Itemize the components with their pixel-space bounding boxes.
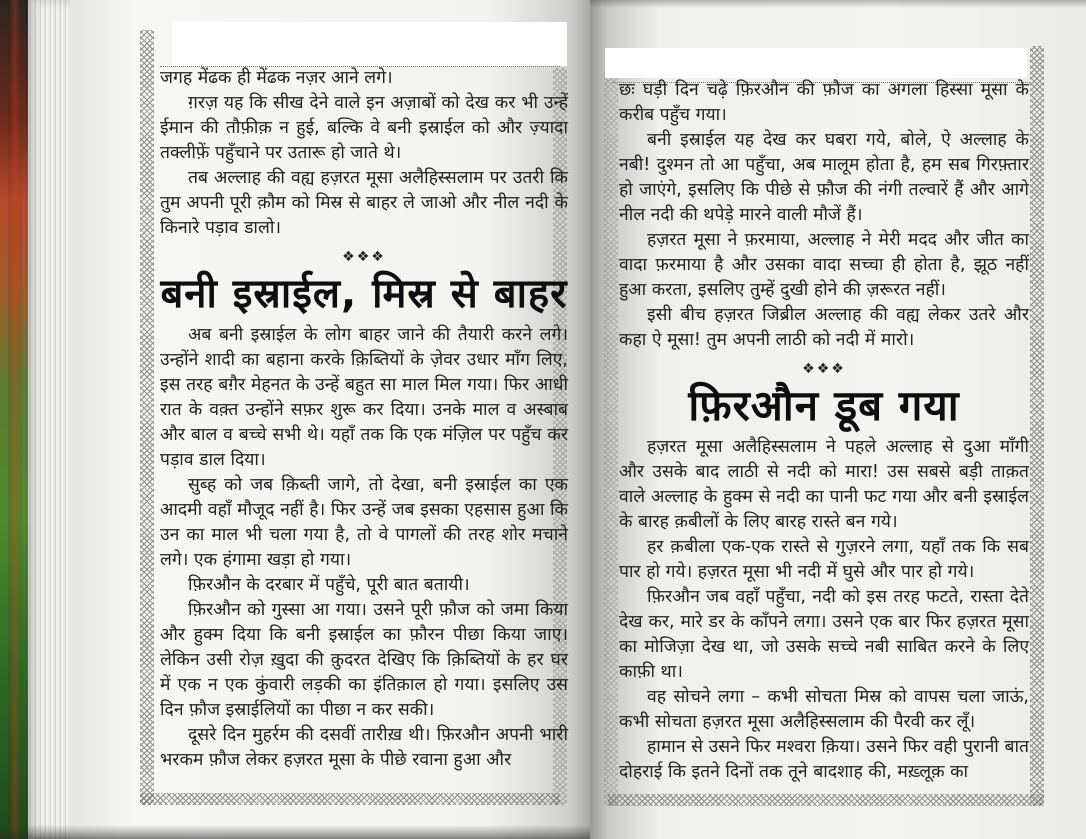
paragraph: बनी इस्राईल यह देख कर घबरा गये, बोले, ऐ अल्लाह के नबी! दुश्मन तो आ पहुँचा, अब मालूम होता है, हम सब गिरफ़्तार हो जाएंगे, इसलिए कि पीछे से फ़ौज की नंगी तल्वारें हैं और आगे नील नदी की थपेड़े मारने वाली मौजें हैं।: [619, 130, 1029, 225]
paragraph: सुब्ह को जब क़िब्ती जागे, तो देखा, बनी इस्राईल का एक आदमी वहाँ मौजूद नहीं है। फिर उन्हें जब इसका एहसास हुआ कि उन का माल भी चला गया है, तो वे पागलों की तरह शोर मचाने लगे। एक हंगामा खड़ा हो गया।: [160, 475, 568, 570]
left-page-redaction-box: [172, 22, 567, 66]
ornament-divider: ❖❖❖: [802, 361, 846, 377]
paragraph: वह सोचने लगा – कभी सोचता मिस्र को वापस चला जाऊं, कभी सोचता हज़रत मूसा अलैहिस्सलाम की पैरवी कर लूँ।: [619, 687, 1029, 732]
right-page-top-shadow: [590, 0, 1086, 8]
right-paragraphs-before: [619, 78, 1029, 353]
paragraph: अब बनी इस्राईल के लोग बाहर जाने की तैयारी करने लगे। उन्होंने शादी का बहाना करके क़िब्तियों के ज़ेवर उधार माँग लिए, इस तरह बग़ैर मेहनत के उन्हें बहुत सा माल मिल गया। फिर आधी रात के वक़्त उन्होंने सफ़र शुरू कर दिया। उनके माल व अस्बाब और बाल व बच्चे सभी थे। यहाँ तक कि एक मंज़िल पर पहुँच कर पड़ाव डाल दिया।: [160, 325, 568, 470]
paragraph: हज़रत मूसा अलैहिस्सलाम ने पहले अल्लाह से दुआ माँगी और उसके बाद लाठी से नदी को मारा! उस सबसे बड़ी ताक़त वाले अल्लाह के हुक्म से नदी का पानी फट गया और बनी इस्राईल के बारह क़बीलों के लिए बारह रास्ते बन गये।: [619, 437, 1029, 532]
chapter-heading: फ़िरऔन डूब गया: [688, 381, 960, 430]
paragraph: फ़िरऔन जब वहाँ पहुँचा, नदी को इस तरह फटते, रास्ता देते देख कर, मारे डर के काँपने लगा। उसने एक बार फिर हज़रत मूसा का मोजिज़ा देख था, जो उसके सच्चे नबी साबित करने के लिए काफ़ी था।: [619, 587, 1029, 682]
paragraph: हामान से उसने फिर मश्वरा क़िया। उसने फिर वही पुरानी बात दोहराई कि इतने दिनों तक तूने बादशाह की, मख़्लूक़ का: [619, 737, 1029, 782]
left-paragraphs-after: [160, 323, 568, 773]
right-paragraphs-after: [619, 435, 1029, 785]
paragraph: दूसरे दिन मुहर्रम की दसवीं तारीख़ थी। फ़िरऔन अपनी भारी भरकम फ़ौज लेकर हज़रत मूसा के पीछे रवाना हुआ और: [160, 725, 568, 770]
right-page-redaction-box: [605, 48, 1027, 78]
left-page-text: [160, 66, 568, 773]
paragraph: ग़रज़ यह कि सीख देने वाले इन अज़ाबों को देख कर भी उन्हें ईमान की तौफ़ीक़ न हुई, बल्कि वे बनी इस्राईल को और ज़्यादा तक्लीफ़ें पहुँचाने पर उतारू हो जाते थे।: [160, 93, 568, 163]
paragraph: तब अल्लाह की वह्य हज़रत मूसा अलैहिस्सलाम पर उतरी कि तुम अपनी पूरी क़ौम को मिस्र से बाहर ले जाओ और नील नदी के किनारे पड़ाव डालो।: [160, 168, 568, 238]
paragraph: छः घड़ी दिन चढ़े फ़िरऔन की फ़ौज का अगला हिस्सा मूसा के करीब पहुँच गया।: [619, 80, 1029, 125]
paragraph: हर क़बीला एक-एक रास्ते से गुज़रने लगा, यहाँ तक कि सब पार हो गये। हज़रत मूसा भी नदी में घुसे और पार हो गये।: [619, 537, 1029, 582]
chapter-heading: बनी इस्राईल, मिस्र से बाहर: [160, 271, 568, 317]
paragraph: फ़िरऔन को गुस्सा आ गया। उसने पूरी फ़ौज को जमा किया और हुक्म दिया कि बनी इस्राईल का फ़ौरन पीछा किया जाए। लेकिन उसी रोज़ ख़ुदा की क़ुदरत देखिए कि क़िब्तियों के हर घर में एक न एक कुंवारी लड़की का इंतिक़ाल हो गया। इसलिए उस दिन फ़ौज इस्राईलियों का पीछा न कर सकी।: [160, 600, 568, 720]
left-paragraphs-before: [160, 66, 568, 241]
left-page-bottom-shadow: [0, 825, 590, 839]
right-page-border-left: [604, 70, 618, 806]
right-page-border-bottom: [608, 794, 1044, 806]
paragraph: फ़िरऔन के दरबार में पहुँचे, पूरी बात बतायी।: [188, 575, 470, 595]
right-page-border-right: [1030, 46, 1044, 806]
ornament-divider: ❖❖❖: [342, 249, 386, 265]
paragraph: हज़रत मूसा ने फ़रमाया, अल्लाह ने मेरी मदद और जीत का वादा फ़रमाया है और उसका वादा सच्चा ही होता है, झूठ नहीं हुआ करता, इसलिए तुम्हें दुखी होने की ज़रूरत नहीं।: [619, 230, 1029, 300]
paragraph: इसी बीच हज़रत जिब्रील अल्लाह की वह्य लेकर उतरे और कहा ऐ मूसा! तुम अपनी लाठी को नदी में मारो।: [619, 305, 1029, 350]
left-page-border-bottom: [140, 793, 560, 805]
left-page-border-left: [140, 30, 154, 805]
paragraph: जगह मेंढक ही मेंढक नज़र आने लगे।: [160, 68, 393, 88]
right-page-text: [619, 78, 1029, 785]
